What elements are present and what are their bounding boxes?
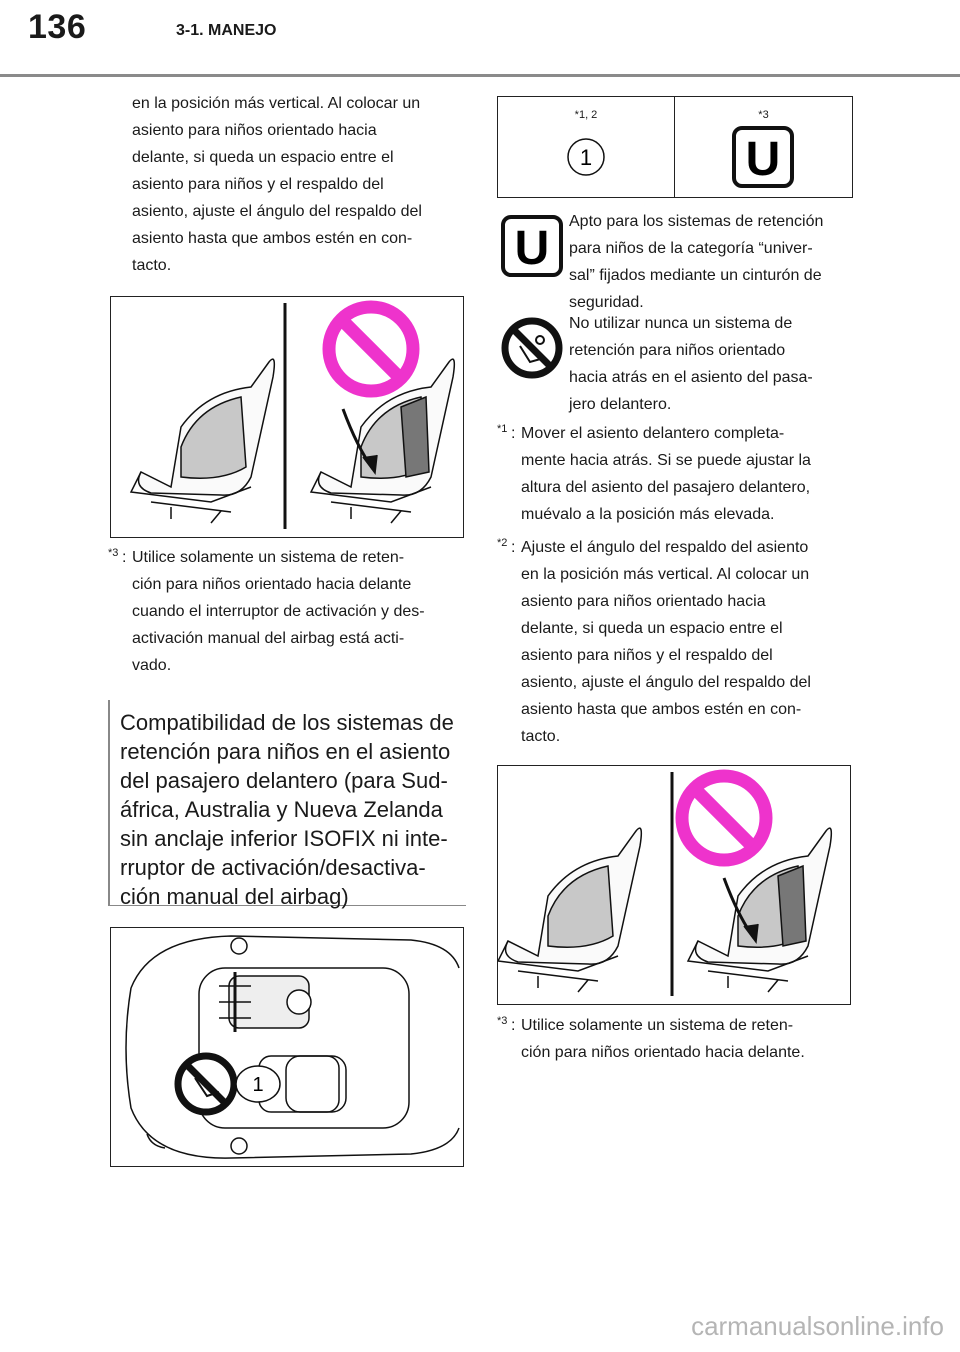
svg-text:1: 1	[579, 145, 593, 170]
universal-u-icon	[731, 125, 795, 189]
page-number: 136	[28, 8, 87, 46]
legend-prohibited-text: No utilizar nunca un sistema de retención para niños orientado hacia atrás en el asiento del pasa- jero delantero.	[569, 315, 813, 413]
seat-diagram-icon	[111, 297, 463, 537]
note-2: *2 : Ajuste el ángulo del respaldo del asiento en la posición más vertical. Al colocar un asiento para niños orientado hacia delante, si queda un espacio entre el asiento para niños y el respaldo del asiento, ajuste el ángulo del respaldo del asiento hasta que ambos estén en con- tacto.	[497, 534, 857, 750]
compatibility-heading: Compatibilidad de los sistemas de retención para niños en el asiento del pasajero delantero (para Sud- áfrica, Australia y Nueva Zelanda sin anclaje inferior ISOFIX ni inte- rruptor de activación/desactiva- ción manual del airbag)	[108, 700, 466, 906]
note-marker: *2	[497, 537, 508, 549]
note-1: *1 : Mover el asiento delantero completa- mente hacia atrás. Si se puede ajustar la altura del asiento del pasajero delantero, muévalo a la posición más elevada.	[497, 420, 857, 528]
svg-text:U: U	[745, 133, 781, 186]
seat-diagram-icon	[498, 766, 850, 1004]
note-marker: *3	[108, 547, 119, 559]
continuation-text: en la posición más vertical. Al colocar un asiento para niños orientado hacia delante, si queda un espacio entre el asiento para niños y el respaldo del asiento, ajuste el ángulo del respaldo del asiento hasta que ambos estén en con- tacto.	[132, 95, 422, 274]
svg-text:U: U	[514, 222, 550, 275]
seat-illustration-right	[497, 765, 851, 1005]
watermark: carmanualsonline.info	[691, 1311, 944, 1341]
prohibited-rear-facing-icon	[500, 316, 564, 380]
note-3-left: *3 : Utilice solamente un sistema de reten- ción para niños orientado hacia delante cuando el interruptor de activación y des- activación manual del airbag está acti- vado.	[108, 544, 468, 679]
car-topview-icon	[111, 928, 463, 1166]
legend-universal-text: Apto para los sistemas de retención para niños de la categoría “univer- sal” fijados mediante un cinturón de seguridad.	[569, 213, 824, 311]
table-cell-front: *1, 2 1	[498, 97, 675, 197]
car-topview-illustration	[110, 927, 464, 1167]
note-marker: *3	[497, 1015, 508, 1027]
number-circle-icon	[566, 137, 606, 177]
compatibility-table	[497, 96, 853, 198]
legend-universal-icon	[500, 214, 564, 278]
section-title: 3-1. MANEJO	[176, 22, 277, 39]
header-rule	[0, 74, 960, 77]
seat-illustration-left	[110, 296, 464, 538]
table-cell-restriction: *3 U	[675, 97, 852, 197]
car-seat-label: 1	[252, 1074, 264, 1096]
note-3-right: *3 : Utilice solamente un sistema de reten- ción para niños orientado hacia delante.	[497, 1012, 857, 1066]
note-marker: *1	[497, 423, 508, 435]
